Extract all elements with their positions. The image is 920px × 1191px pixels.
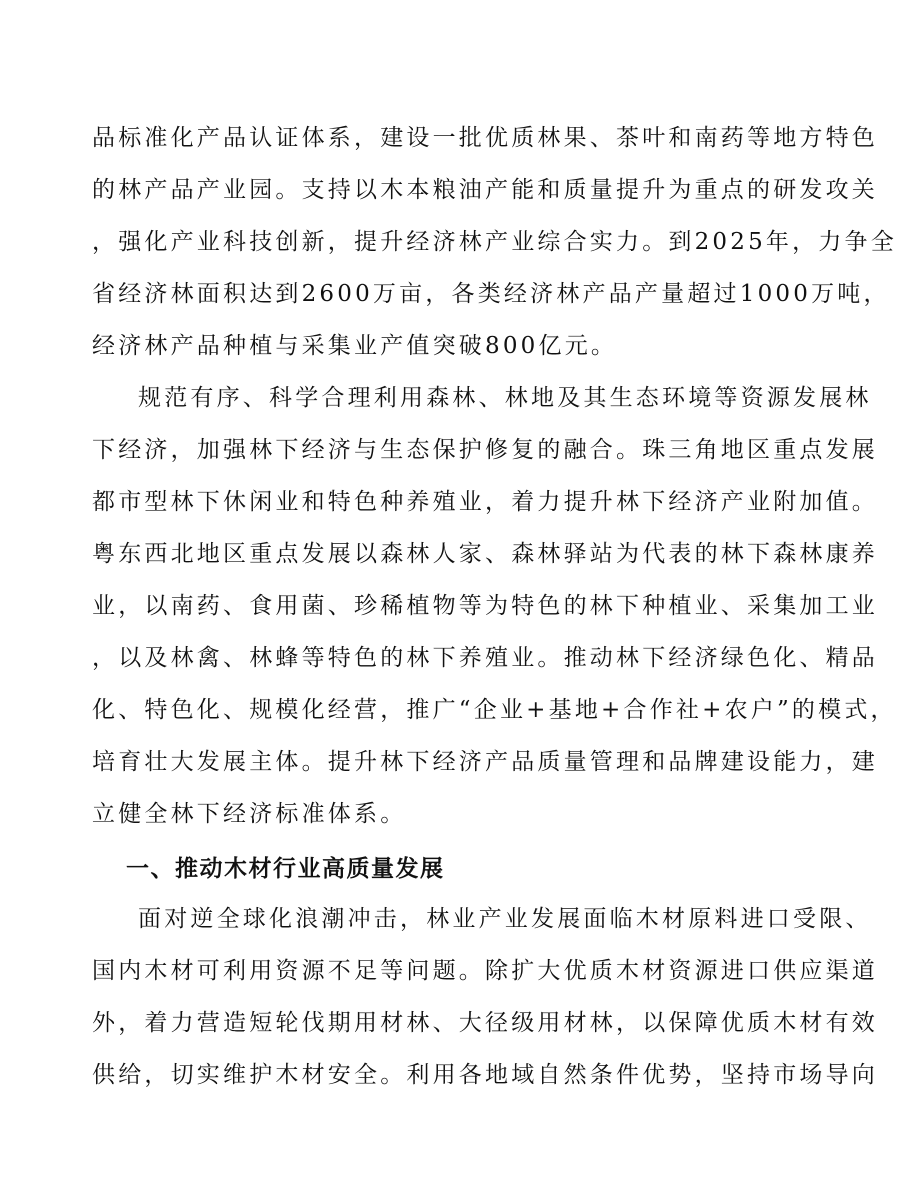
text-line: 国内木材可利用资源不足等问题。除扩大优质木材资源进口供应渠道 bbox=[92, 958, 878, 984]
text-line: 培育壮大发展主体。提升林下经济产品质量管理和品牌建设能力，建 bbox=[92, 749, 878, 775]
section-heading: 一、推动木材行业高质量发展 bbox=[126, 856, 445, 882]
paragraph-first-line: 规范有序、科学合理利用森林、林地及其生态环境等资源发展林 bbox=[138, 385, 872, 411]
text-line: ，强化产业科技创新，提升经济林产业综合实力。到2025年，力争全 bbox=[92, 229, 897, 255]
text-line: 立健全林下经济标准体系。 bbox=[92, 801, 407, 827]
text-line: 粤东西北地区重点发展以森林人家、森林驿站为代表的林下森林康养 bbox=[92, 541, 878, 567]
text-line: 品标准化产品认证体系，建设一批优质林果、茶叶和南药等地方特色 bbox=[92, 125, 878, 151]
text-line: 的林产品产业园。支持以木本粮油产能和质量提升为重点的研发攻关 bbox=[92, 177, 878, 203]
text-line: 外，着力营造短轮伐期用材林、大径级用材林，以保障优质木材有效 bbox=[92, 1010, 878, 1036]
text-line: 化、特色化、规模化经营，推广“企业+基地+合作社+农户”的模式， bbox=[92, 697, 897, 723]
text-line: 经济林产品种植与采集业产值突破800亿元。 bbox=[92, 333, 618, 359]
text-line: ，以及林禽、林蜂等特色的林下养殖业。推动林下经济绿色化、精品 bbox=[92, 645, 878, 671]
text-line: 下经济，加强林下经济与生态保护修复的融合。珠三角地区重点发展 bbox=[92, 437, 878, 463]
text-line: 省经济林面积达到2600万亩，各类经济林产品产量超过1000万吨， bbox=[92, 281, 890, 307]
text-line: 都市型林下休闲业和特色种养殖业，着力提升林下经济产业附加值。 bbox=[92, 489, 878, 515]
paragraph-first-line: 面对逆全球化浪潮冲击，林业产业发展面临木材原料进口受限、 bbox=[138, 906, 872, 932]
text-line: 供给，切实维护木材安全。利用各地域自然条件优势，坚持市场导向 bbox=[92, 1062, 878, 1088]
text-line: 业，以南药、食用菌、珍稀植物等为特色的林下种植业、采集加工业 bbox=[92, 593, 878, 619]
